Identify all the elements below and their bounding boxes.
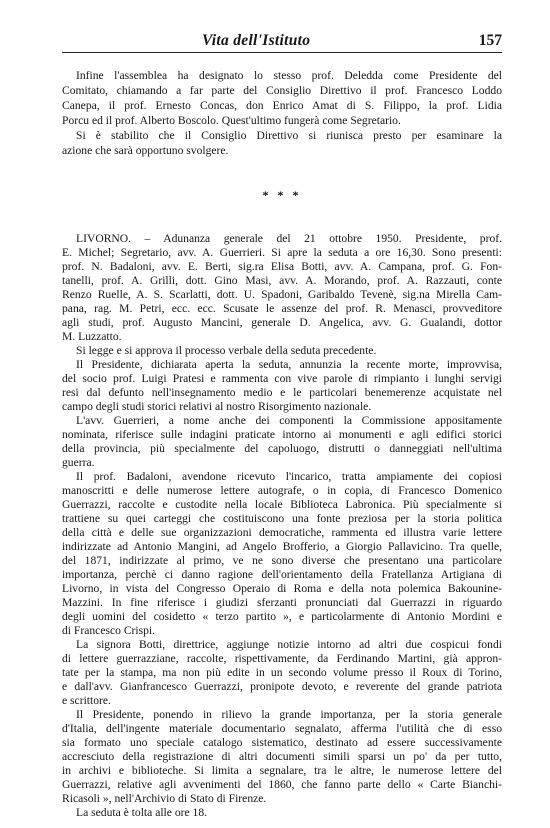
paragraph-line: campo degli studi storici relativi al nostro Risorgimento nazionale. — [62, 400, 372, 413]
paragraph-line: tate per la stampa, ma non più edite in un secondo volume presso il Roux di Torino, — [62, 666, 502, 679]
paragraph-line: nominata, riferisce sulle indagini praticate intorno ai monumenti e agli edifici storici — [62, 428, 502, 441]
paragraph-line: degli uomini del cosidetto « terzo partito », e particolarmente di Antonio Mordini e — [62, 610, 502, 623]
paragraph-line: Mazzini. In fine riferisce i giudizi sferzanti pronunciati dal Guerrazzi in riguardo — [62, 596, 502, 609]
running-head — [62, 30, 502, 52]
paragraph-line: Il prof. Badaloni, avendone ricevuto l'incarico, tratta ampiamente dei copiosi — [76, 470, 502, 483]
paragraph-line: Il Presidente, ponendo in rilievo la grande importanza, per la storia generale — [76, 708, 502, 721]
paragraph-line: Livorno, in vista del Congresso Operaio di Roma e della nota polemica Bakounine- — [62, 582, 502, 595]
paragraph-line: indirizzate ad Antonio Mangini, ad Angelo Brofferio, a Giorgio Pallavicino. Tra quelle, — [62, 540, 502, 553]
paragraph-line: M. Luzzatto. — [62, 330, 122, 343]
running-head-title: Vita dell'Istituto — [202, 32, 311, 49]
paragraph-line: agli studi, prof. Augusto Mancini, generale D. Angelica, avv. G. Gualandi, dottor — [62, 316, 502, 329]
paragraph-line: sia formato uno speciale catalogo sistematico, destinato ad essere successivamente — [62, 736, 502, 749]
paragraph-line: Porcu ed il prof. Alberto Boscolo. Quest'ultimo fungerà come Segretario. — [62, 114, 401, 127]
paragraph-line: E. Michel; Segretario, avv. A. Guerrieri. Si apre la seduta a ore 16,30. Sono presenti: — [62, 246, 502, 259]
paragraph-line: Comitato, chiamando a far parte del Consiglio Direttivo il prof. Francesco Loddo — [62, 84, 502, 97]
section-separator: * * * — [262, 188, 302, 202]
page-number: 157 — [478, 32, 502, 49]
paragraph-line: del socio prof. Luigi Pratesi e rammenta con vive parole di rimpianto i lunghi servigi — [62, 372, 502, 385]
paragraph-line: Canepa, il prof. Ernesto Concas, don Enrico Amat di S. Filippo, la prof. Lidia — [62, 99, 502, 112]
paragraph-line: e scrittore. — [62, 694, 111, 707]
paragraph-line: d'Italia, dell'ingente materiale documentario segnalato, afferma l'utilità che di esso — [62, 722, 502, 735]
header-rule — [62, 52, 502, 53]
paragraph-line: La seduta è tolta alle ore 18. — [76, 806, 208, 819]
paragraph-line: e dall'avv. Gianfrancesco Guerrazzi, pronipote devoto, e reverente del grande patriota — [62, 680, 502, 693]
paragraph-line: accresciuto della registrazione di altri documenti simili sparsi un po' da per tutto, — [62, 750, 502, 763]
paragraph-line: LIVORNO. – Adunanza generale del 21 ottobre 1950. Presidente, prof. — [76, 232, 502, 245]
paragraph-line: Ricasoli », nell'Archivio di Stato di Firenze. — [62, 792, 267, 805]
paragraph-line: di lettere guerrazziane, raccolte, rispettivamente, da Ferdinando Martini, già appron- — [62, 652, 502, 665]
paragraph-line: L'avv. Guerrieri, a nome anche dei componenti la Commissione appositamente — [76, 414, 502, 427]
paragraph-line: pana, rag. M. Petri, ecc. ecc. Scusate le assenze del prof. R. Menasci, provveditore — [62, 302, 502, 315]
paragraph-line: azione che sarà opportuno svolgere. — [62, 144, 229, 157]
paragraph-line: Si legge e si approva il processo verbale della seduta precedente. — [76, 344, 377, 357]
paragraph-line: di Francesco Crispi. — [62, 624, 156, 637]
paragraph-line: Il Presidente, dichiarata aperta la seduta, annunzia la recente morte, improvvisa, — [76, 358, 502, 371]
paragraph-line: del 1871, indirizzate al primo, ve ne sono diverse che presentano una particolare — [62, 554, 502, 567]
paragraph-line: prof. N. Badaloni, avv. E. Berti, sig.ra Elisa Botti, avv. A. Campana, prof. G. Fon- — [62, 260, 502, 273]
paragraph-line: guerra. — [62, 456, 95, 469]
paragraph-line: in archivi e biblioteche. Si limita a segnalare, tra le altre, le numerose lettere del — [62, 764, 502, 777]
paragraph-line: La signora Botti, direttrice, aggiunge notizie intorno ad altri due cospicui fondi — [76, 638, 502, 651]
paragraph-line: della città e delle sue organizzazioni democratiche, rammenta ed illustra varie lettere — [62, 526, 502, 539]
paragraph-line: manoscritti e delle numerose lettere autografe, o in copia, di Francesco Domenico — [62, 484, 502, 497]
paragraph-line: importanza, perchè ci danno ragione dell'orientamento della Fratellanza Artigiana di — [62, 568, 502, 581]
paragraph-line: trattiene su quei carteggi che costituiscono una fonte preziosa per la storia politica — [62, 512, 502, 525]
paragraph-line: Guerrazzi, raccolte e custodite nella locale Biblioteca Labronica. Più specialmente si — [62, 498, 502, 511]
paragraph-line: Si è stabilito che il Consiglio Direttivo si riunisca presto per esaminare la — [76, 129, 502, 142]
paragraph-line: della provincia, più specialmente del capoluogo, distrutti o danneggiati nell'ultima — [62, 442, 502, 455]
paragraph-line: tanelli, prof. A. Grilli, dott. Gino Masi, avv. A. Morando, prof. A. Razzauti, conte — [62, 274, 502, 287]
paragraph-line: resi dal defunto nell'insegnamento medio e le particolari benemerenze acquistate nel — [62, 386, 502, 399]
paragraph-line: Renzo Ruelle, A. S. Scarlatti, dott. U. Spadoni, Garibaldo Tevenè, sig.na Mirella Cam- — [62, 288, 502, 301]
paragraph-line: Infine l'assemblea ha designato lo stesso prof. Deledda come Presidente del — [76, 69, 502, 82]
paragraph-line: Guerrazzi, relative agli avvenimenti del 1860, che fanno parte dello « Carte Bianchi- — [62, 778, 502, 791]
